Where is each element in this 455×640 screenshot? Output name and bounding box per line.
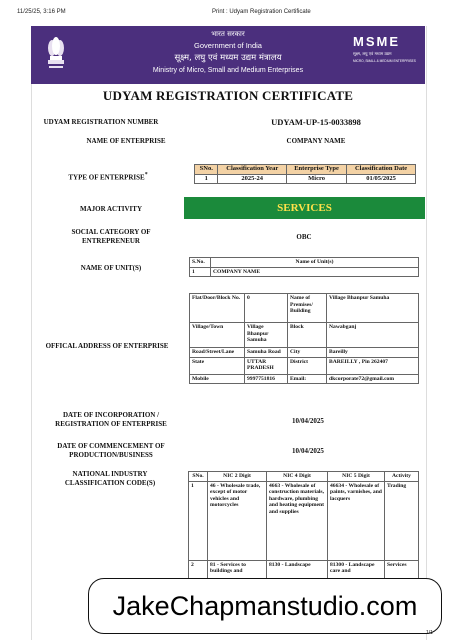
- table-header: SNo.: [189, 472, 208, 482]
- table-cell: Nawabganj: [327, 323, 419, 348]
- page-count: 1/1: [426, 630, 433, 636]
- enterprise-type-asterisk: *: [144, 172, 148, 178]
- table-header: Activity: [385, 472, 419, 482]
- table-cell: 46634 - Wholesale of paints, varnishes, and lacquers: [328, 481, 385, 560]
- major-activity-value: SERVICES: [184, 197, 425, 219]
- ministry-banner: [31, 26, 425, 84]
- table-row: [190, 267, 419, 277]
- table-cell: 46 - Wholesale trade, except of motor vehicles and motorcycles: [208, 481, 267, 560]
- msme-logo-hindi: सूक्ष्म, लघु एवं मध्यम उद्यम: [353, 51, 392, 56]
- print-datetime: 11/25/25, 3:16 PM: [17, 9, 66, 15]
- table-row: [190, 323, 419, 348]
- table-cell: Samuha Road: [245, 348, 288, 358]
- table-cell: 01/05/2025: [347, 174, 416, 184]
- incorporation-date-label-line2: REGISTRATION OF ENTERPRISE: [55, 420, 167, 428]
- table-cell: 1: [190, 267, 211, 277]
- table-cell: Village Bhanpur Samuha: [327, 294, 419, 323]
- reg-number-value: UDYAM-UP-15-0033898: [271, 117, 361, 127]
- enterprise-type-table: [194, 164, 416, 184]
- table-header-row: [189, 472, 419, 482]
- table-cell: Mobile: [190, 374, 245, 384]
- print-header: [0, 0, 455, 22]
- table-cell: Email:: [288, 374, 327, 384]
- unit-name-label: NAME OF UNIT(S): [80, 264, 142, 272]
- banner-government: Government of India: [194, 41, 262, 50]
- table-cell: 9997751816: [245, 374, 288, 384]
- table-row: [190, 374, 419, 384]
- social-category-label-line1: SOCIAL CATEGORY OF: [71, 228, 151, 236]
- table-cell: Bareilly: [327, 348, 419, 358]
- commencement-date-value: 10/04/2025: [292, 447, 324, 455]
- table-row: [195, 174, 416, 184]
- enterprise-type-label-text: TYPE OF ENTERPRISE: [68, 173, 145, 182]
- table-cell: 1: [189, 481, 208, 560]
- table-cell: Name of Premises/ Building: [288, 294, 327, 323]
- nic-code-label-line2: CLASSIFICATION CODE(S): [64, 479, 156, 487]
- table-cell: Village Bhanpur Samuha: [245, 323, 288, 348]
- table-cell: Services: [385, 560, 419, 583]
- msme-logo-text: MSME: [353, 34, 400, 49]
- table-cell: COMPANY NAME: [211, 267, 419, 277]
- enterprise-type-label: [48, 171, 168, 182]
- enterprise-name-value: COMPANY NAME: [286, 137, 346, 145]
- table-header-row: [195, 165, 416, 175]
- table-row: [190, 348, 419, 358]
- incorporation-date-value: 10/04/2025: [292, 417, 324, 425]
- table-header-row: [190, 258, 419, 268]
- table-cell: Block: [288, 323, 327, 348]
- address-table: [189, 293, 419, 384]
- banner-ministry: Ministry of Micro, Small and Medium Enterprises: [152, 67, 304, 74]
- table-header: S.No.: [190, 258, 211, 268]
- table-header: Enterprise Type: [287, 165, 347, 175]
- table-cell: 8130 - Landscape: [267, 560, 328, 583]
- table-cell: 2: [189, 560, 208, 583]
- table-cell: Village/Town: [190, 323, 245, 348]
- table-cell: 2025-24: [218, 174, 287, 184]
- commencement-date-label-line1: DATE OF COMMENCEMENT OF: [57, 442, 165, 450]
- table-cell: Flat/Door/Block No.: [190, 294, 245, 323]
- table-cell: dkcorporate72@gmail.com: [327, 374, 419, 384]
- unit-table: [189, 257, 419, 277]
- table-cell: Trading: [385, 481, 419, 560]
- table-cell: 1: [195, 174, 218, 184]
- table-header: Classification Year: [218, 165, 287, 175]
- incorporation-date-label: [36, 411, 186, 429]
- table-cell: BAREILLY , Pin 262407: [327, 357, 419, 374]
- incorporation-date-label-line1: DATE OF INCORPORATION /: [62, 411, 160, 419]
- table-header: NIC 2 Digit: [208, 472, 267, 482]
- table-cell: 81300 - Landscape care and: [328, 560, 385, 583]
- table-header: Classification Date: [347, 165, 416, 175]
- table-cell: UTTAR PRADESH: [245, 357, 288, 374]
- nic-code-label: [40, 470, 180, 488]
- banner-hindi-ministry: सूक्ष्म, लघु एवं मध्यम उद्यम मंत्रालय: [174, 53, 282, 63]
- table-cell: District: [288, 357, 327, 374]
- nic-table: [188, 471, 419, 584]
- table-header: NIC 4 Digit: [267, 472, 328, 482]
- nic-code-label-line1: NATIONAL INDUSTRY: [72, 470, 148, 478]
- msme-logo-subtitle: MICRO, SMALL & MEDIUM ENTERPRISES: [353, 59, 416, 63]
- table-header: NIC 5 Digit: [328, 472, 385, 482]
- print-page-title: Print : Udyam Registration Certificate: [212, 9, 311, 15]
- table-row: [189, 481, 419, 560]
- table-cell: State: [190, 357, 245, 374]
- commencement-date-label: [36, 442, 186, 460]
- table-cell: City: [288, 348, 327, 358]
- table-cell: 4663 - Wholesale of construction materials, hardware, plumbing and heating equipment and supplies: [267, 481, 328, 560]
- social-category-label-line2: ENTREPRENEUR: [82, 237, 140, 245]
- banner-hindi-government: भारत सरकार: [211, 30, 245, 38]
- table-header: SNo.: [195, 165, 218, 175]
- table-cell: Road/Street/Lane: [190, 348, 245, 358]
- certificate-title: UDYAM REGISTRATION CERTIFICATE: [102, 88, 354, 103]
- table-cell: Micro: [287, 174, 347, 184]
- social-category-label: [56, 228, 166, 246]
- enterprise-name-label: NAME OF ENTERPRISE: [86, 137, 166, 145]
- table-cell: 0: [245, 294, 288, 323]
- table-row: [190, 357, 419, 374]
- social-category-value: OBC: [296, 233, 312, 241]
- reg-number-label: UDYAM REGISTRATION NUMBER: [43, 118, 159, 126]
- major-activity-label: MAJOR ACTIVITY: [79, 205, 143, 213]
- table-cell: 81 - Services to buildings and: [208, 560, 267, 583]
- address-label: OFFICAL ADDRESS OF ENTERPRISE: [45, 342, 169, 350]
- msme-logo: [353, 34, 417, 74]
- commencement-date-label-line2: PRODUCTION/BUSINESS: [69, 451, 153, 459]
- watermark-overlay: JakeChapmanstudio.com: [88, 578, 442, 634]
- table-header: Name of Unit(s): [211, 258, 419, 268]
- table-row: [190, 294, 419, 323]
